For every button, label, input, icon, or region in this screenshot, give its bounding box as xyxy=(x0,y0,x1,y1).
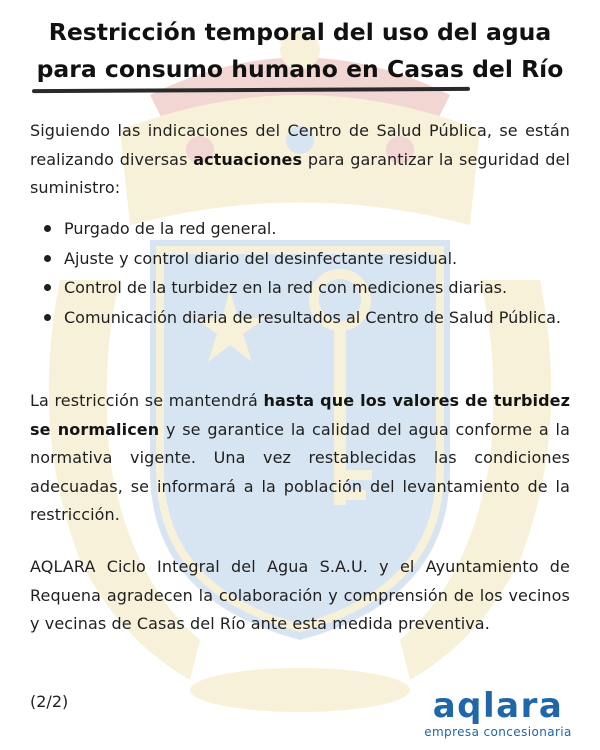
intro-text-end: para garantizar la seguridad del suministro: xyxy=(30,149,570,197)
actions-list xyxy=(30,215,570,333)
intro-text: Siguiendo las indicaciones del Centro de Salud Pública, se están realizando diversas xyxy=(30,121,570,169)
logo-wordmark: aqlara xyxy=(432,686,564,726)
page-title: Restricción temporal del uso del agua para consumo humano en Casas del Río xyxy=(36,18,564,83)
list-item: Control de la turbidez en la red con mediciones diarias. xyxy=(30,274,570,302)
list-item: Ajuste y control diario del desinfectante residual. xyxy=(30,245,570,273)
aqlara-logo xyxy=(414,688,582,740)
restriction-text: La restricción se mantendrá xyxy=(30,391,264,410)
intro-paragraph xyxy=(30,117,570,203)
restriction-text-end: y se garantice la calidad del agua conforme a la normativa vigente. Una vez restablecidas las condiciones adecuadas, se informará a la población del levantamiento de la restricción. xyxy=(30,419,570,524)
thanks-paragraph: AQLARA Ciclo Integral del Agua S.A.U. y el Ayuntamiento de Requena agradecen la colaboración y comprensión de los vecinos y vecinas de Casas del Río ante esta medida preventiva. xyxy=(30,557,570,633)
restriction-paragraph xyxy=(30,387,570,530)
logo-tagline: empresa concesionaria xyxy=(424,725,572,739)
page-indicator: (2/2) xyxy=(30,692,69,711)
intro-bold-text: actuaciones xyxy=(193,149,303,169)
list-item: Comunicación diaria de resultados al Centro de Salud Pública. xyxy=(30,304,570,332)
list-item: Purgado de la red general. xyxy=(30,215,570,243)
restriction-bold-text: hasta que los valores de turbidez se normalicen xyxy=(30,391,571,439)
